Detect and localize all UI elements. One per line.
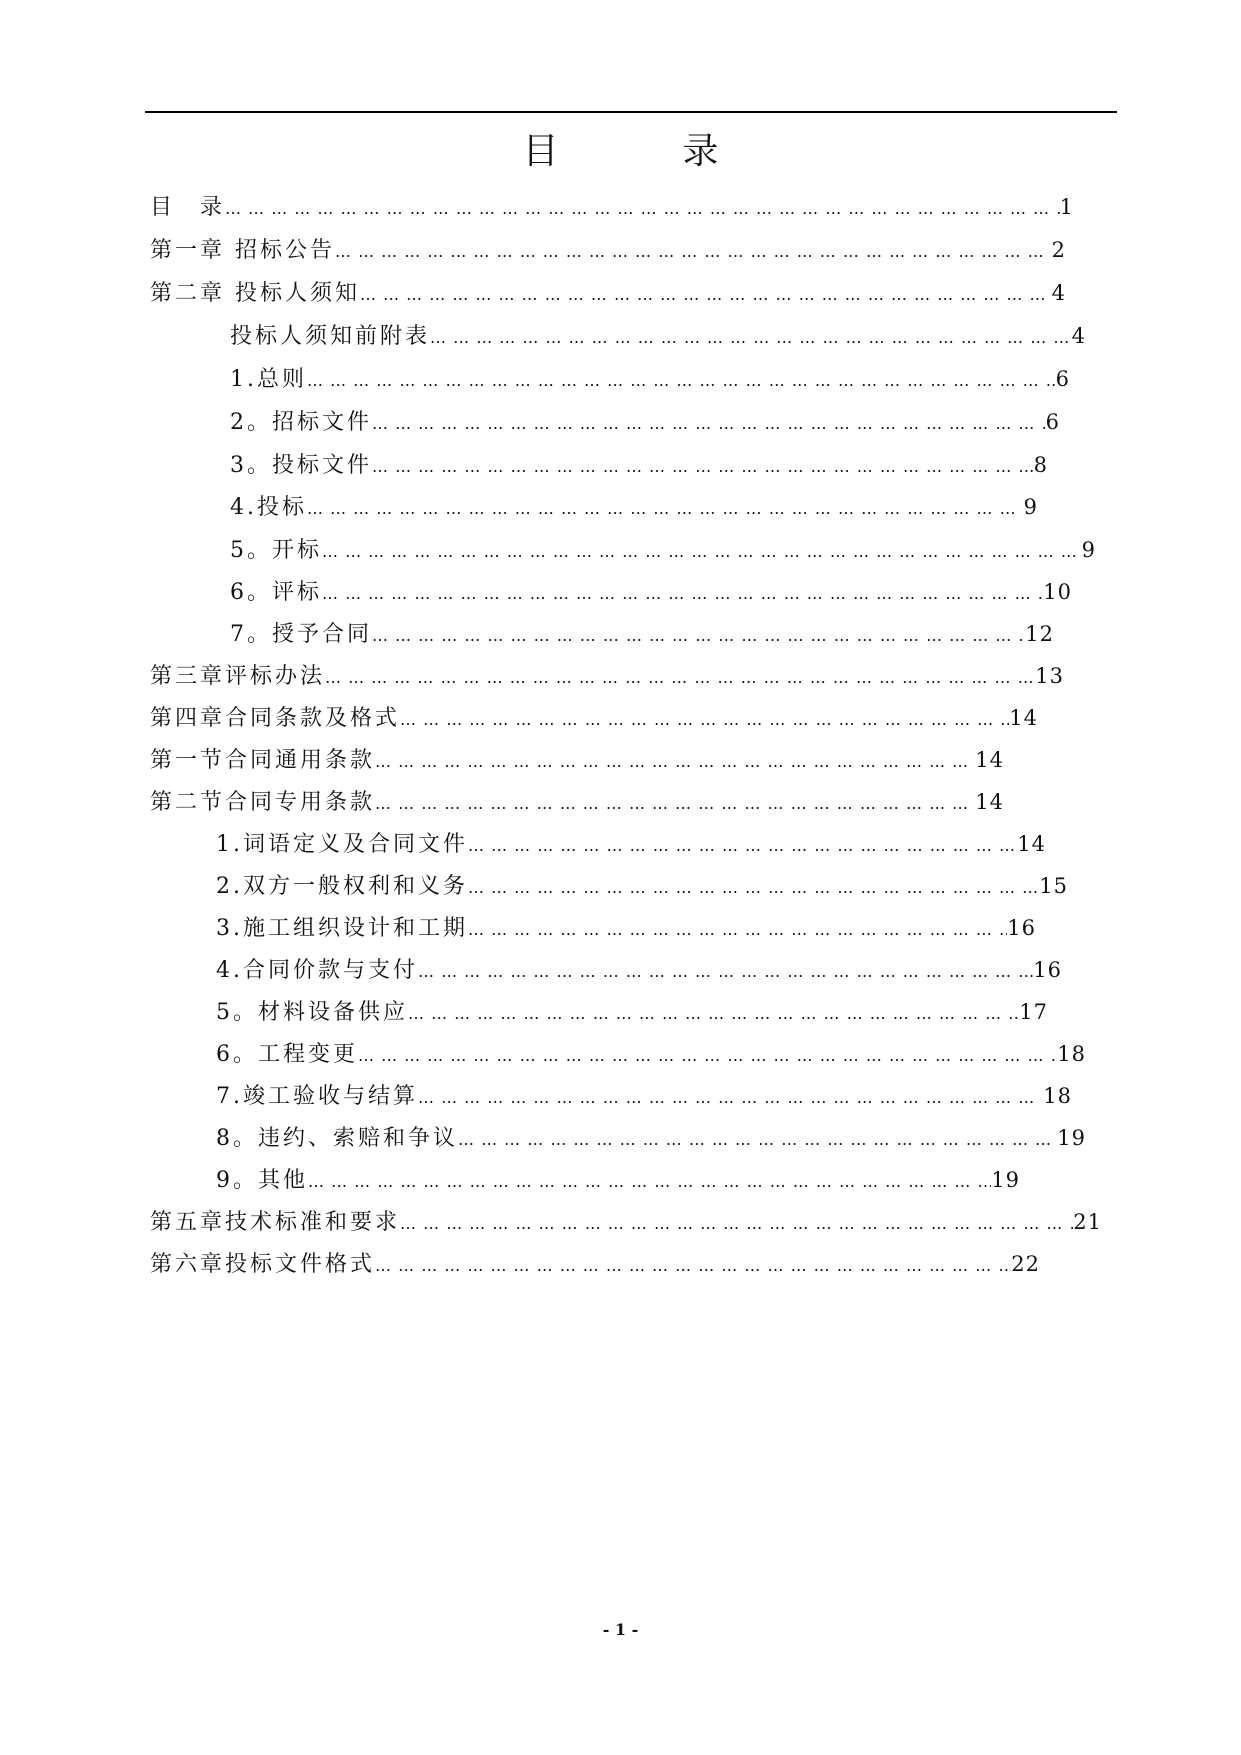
toc-entry-chapter-2[interactable] xyxy=(150,277,1066,309)
toc-entry-label: 1.总则 xyxy=(230,367,307,392)
toc-entry-page: 14 xyxy=(975,790,1004,814)
toc-entry-2-3[interactable] xyxy=(230,449,1048,481)
toc-entry-section-2[interactable] xyxy=(150,786,1004,818)
toc-entry-page: 6 xyxy=(1055,367,1070,391)
toc-entry-page: 13 xyxy=(1035,664,1064,688)
page-number: - 1 - xyxy=(602,1620,639,1639)
toc-entry-4-4[interactable] xyxy=(216,954,1062,986)
toc-leader-dots xyxy=(372,451,1034,483)
toc-leader-dots xyxy=(430,322,1072,354)
toc-leader-dots xyxy=(308,1166,991,1198)
toc-entry-label: 8。违约、索赔和争议 xyxy=(216,1126,458,1151)
toc-leader-dots xyxy=(322,578,1043,610)
toc-leader-dots xyxy=(360,279,1052,311)
toc-entry-page: 19 xyxy=(991,1168,1020,1192)
toc-entry-label: 第六章投标文件格式 xyxy=(150,1252,376,1277)
toc-leader-dots xyxy=(375,788,975,820)
toc-entry-page: 9 xyxy=(1023,495,1038,519)
toc-entry-label: 9。其他 xyxy=(216,1168,308,1193)
toc-leader-dots xyxy=(375,746,975,778)
toc-entry-label: 6。评标 xyxy=(230,580,322,605)
toc-leader-dots xyxy=(468,914,1007,946)
toc-entry-page: 22 xyxy=(1011,1252,1040,1276)
toc-entry-label: 4.投标 xyxy=(230,495,307,520)
toc-leader-dots xyxy=(400,1208,1073,1240)
toc-entry-2-1[interactable] xyxy=(230,363,1070,395)
toc-entry-label: 投标人须知前附表 xyxy=(230,324,431,349)
toc-entry-2-2[interactable] xyxy=(230,406,1060,438)
toc-leader-dots xyxy=(307,493,1024,525)
toc-leader-dots xyxy=(225,193,1060,225)
toc-title: 目 录 xyxy=(522,131,763,172)
toc-entry-chapter-1[interactable] xyxy=(150,234,1066,266)
toc-entry-2-5[interactable] xyxy=(230,534,1096,566)
toc-entry-2-4[interactable] xyxy=(230,491,1038,523)
toc-entry-4-9[interactable] xyxy=(216,1164,1020,1196)
toc-entry-bidder-appendix[interactable] xyxy=(230,320,1086,352)
toc-entry-page: 9 xyxy=(1081,538,1096,562)
toc-leader-dots xyxy=(468,830,1017,862)
toc-leader-dots xyxy=(358,1040,1057,1072)
toc-entry-4-3[interactable] xyxy=(216,912,1036,944)
toc-entry-page: 4 xyxy=(1051,281,1066,305)
toc-leader-dots xyxy=(418,956,1033,988)
toc-entry-chapter-4[interactable] xyxy=(150,702,1038,734)
toc-entry-label: 4.合同价款与支付 xyxy=(216,958,418,983)
toc-entry-label: 3。投标文件 xyxy=(230,453,372,478)
toc-entry-page: 16 xyxy=(1033,958,1062,982)
toc-leader-dots xyxy=(307,365,1056,397)
toc-entry-page: 21 xyxy=(1073,1210,1102,1234)
toc-entry-label: 第二节合同专用条款 xyxy=(150,790,376,815)
toc-leader-dots xyxy=(335,236,1052,268)
toc-entry-page: 18 xyxy=(1057,1042,1086,1066)
toc-entry-label: 第三章评标办法 xyxy=(150,664,326,689)
toc-entry-label: 目 录 xyxy=(150,195,226,220)
toc-entry-label: 第四章合同条款及格式 xyxy=(150,706,401,731)
toc-leader-dots xyxy=(400,704,1009,736)
toc-entry-chapter-5[interactable] xyxy=(150,1206,1102,1238)
toc-entry-4-1[interactable] xyxy=(216,828,1046,860)
toc-entry-4-5[interactable] xyxy=(216,996,1048,1028)
toc-entry-label: 7。授予合同 xyxy=(230,622,372,647)
toc-leader-dots xyxy=(468,872,1039,904)
toc-entry-page: 2 xyxy=(1051,238,1066,262)
toc-entry-page: 18 xyxy=(1043,1084,1072,1108)
toc-entry-label: 1.词语定义及合同文件 xyxy=(216,832,468,857)
toc-entry-contents[interactable] xyxy=(150,191,1074,223)
toc-leader-dots xyxy=(325,662,1035,694)
toc-entry-label: 6。工程变更 xyxy=(216,1042,358,1067)
toc-leader-dots xyxy=(408,998,1019,1030)
toc-entry-page: 4 xyxy=(1071,324,1086,348)
toc-entry-label: 第二章 投标人须知 xyxy=(150,281,360,306)
toc-leader-dots xyxy=(458,1124,1057,1156)
toc-leader-dots xyxy=(418,1082,1043,1114)
toc-leader-dots xyxy=(322,536,1082,568)
toc-entry-label: 2。招标文件 xyxy=(230,410,372,435)
toc-entry-label: 第五章技术标准和要求 xyxy=(150,1210,401,1235)
toc-entry-page: 14 xyxy=(975,748,1004,772)
toc-leader-dots xyxy=(375,1250,1011,1282)
toc-entry-page: 16 xyxy=(1007,916,1036,940)
toc-entry-label: 第一节合同通用条款 xyxy=(150,748,376,773)
toc-leader-dots xyxy=(372,408,1046,440)
toc-entry-label: 3.施工组织设计和工期 xyxy=(216,916,468,941)
toc-entry-2-7[interactable] xyxy=(230,618,1054,650)
toc-entry-chapter-3[interactable] xyxy=(150,660,1064,692)
toc-entry-label: 2.双方一般权利和义务 xyxy=(216,874,468,899)
toc-entry-4-6[interactable] xyxy=(216,1038,1086,1070)
toc-entry-page: 14 xyxy=(1017,832,1046,856)
toc-entry-2-6[interactable] xyxy=(230,576,1072,608)
toc-entry-page: 1 xyxy=(1059,195,1074,219)
toc-entry-4-7[interactable] xyxy=(216,1080,1072,1112)
toc-entry-page: 17 xyxy=(1019,1000,1048,1024)
toc-leader-dots xyxy=(372,620,1025,652)
toc-entry-page: 8 xyxy=(1033,453,1048,477)
toc-entry-section-1[interactable] xyxy=(150,744,1004,776)
toc-entry-label: 7.竣工验收与结算 xyxy=(216,1084,418,1109)
toc-entry-4-8[interactable] xyxy=(216,1122,1086,1154)
toc-entry-label: 第一章 招标公告 xyxy=(150,238,335,263)
toc-entry-page: 19 xyxy=(1057,1126,1086,1150)
toc-entry-page: 6 xyxy=(1045,410,1060,434)
toc-entry-chapter-6[interactable] xyxy=(150,1248,1040,1280)
toc-entry-page: 15 xyxy=(1039,874,1068,898)
toc-entry-page: 14 xyxy=(1009,706,1038,730)
toc-entry-page: 12 xyxy=(1025,622,1054,646)
toc-entry-page: 10 xyxy=(1043,580,1072,604)
toc-entry-label: 5。材料设备供应 xyxy=(216,1000,408,1025)
toc-entry-4-2[interactable] xyxy=(216,870,1068,902)
toc-entry-label: 5。开标 xyxy=(230,538,322,563)
